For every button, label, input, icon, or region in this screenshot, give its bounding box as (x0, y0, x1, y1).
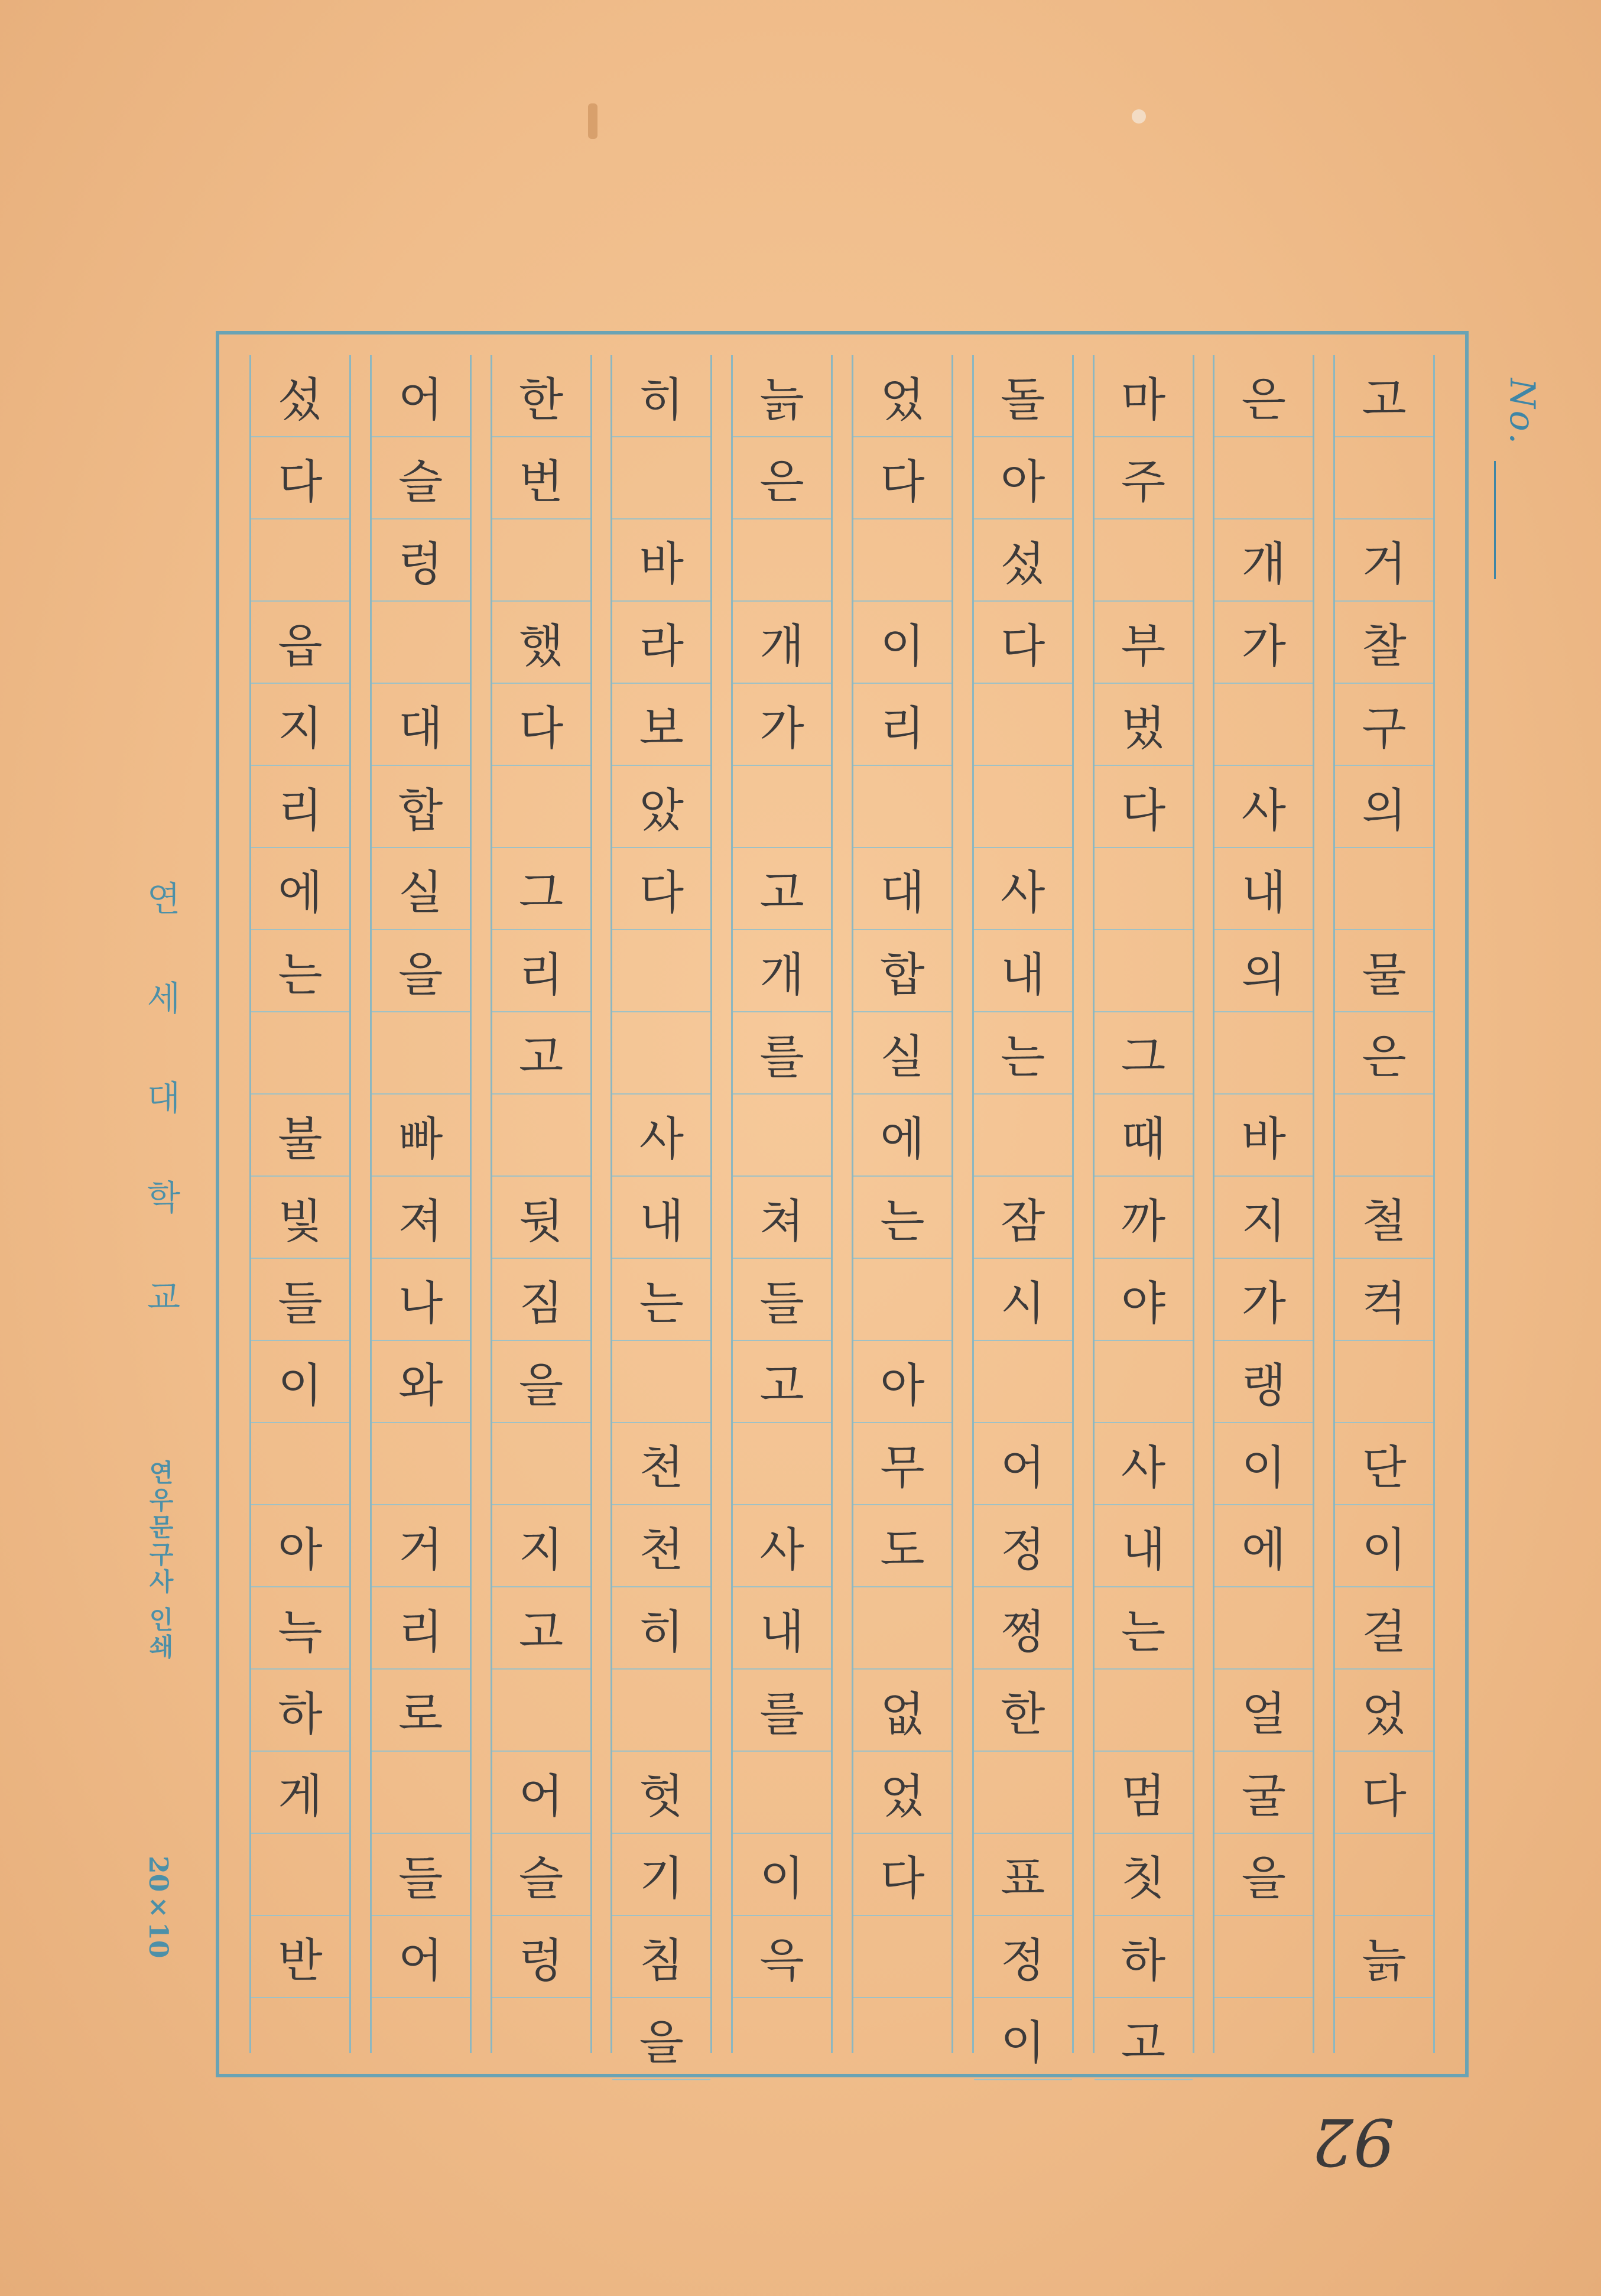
manuscript-cell: 슬 (492, 1834, 590, 1916)
manuscript-column (1213, 355, 1314, 2053)
manuscript-cell: 고 (1095, 1998, 1193, 2080)
manuscript-cell (612, 930, 710, 1012)
manuscript-cell (1095, 519, 1193, 602)
manuscript-cell: 이 (251, 1341, 349, 1423)
manuscript-cell: 마 (1095, 355, 1193, 437)
manuscript-cell (853, 1259, 951, 1341)
manuscript-cell: 개 (733, 930, 831, 1012)
manuscript-cell: 에 (853, 1095, 951, 1177)
manuscript-cell: 빠 (372, 1095, 470, 1177)
manuscript-column (491, 355, 592, 2053)
manuscript-cell (1214, 437, 1313, 519)
manuscript-column (972, 355, 1074, 2070)
manuscript-cell: 합 (372, 766, 470, 848)
manuscript-cell: 돌 (974, 355, 1072, 437)
manuscript-cell: 반 (251, 1916, 349, 1998)
manuscript-cell (733, 766, 831, 848)
manuscript-cell: 어 (974, 1423, 1072, 1505)
manuscript-cell: 고 (733, 848, 831, 930)
manuscript-cell: 이 (733, 1834, 831, 1916)
manuscript-cell (1335, 437, 1433, 519)
manuscript-cell: 히 (612, 1587, 710, 1670)
manuscript-column (1333, 355, 1435, 2053)
manuscript-cell: 칫 (1095, 1834, 1193, 1916)
manuscript-cell: 내 (733, 1587, 831, 1670)
manuscript-cell: 정 (974, 1505, 1072, 1587)
manuscript-cell: 에 (1214, 1505, 1313, 1587)
manuscript-cell: 다 (974, 602, 1072, 684)
manuscript-cell: 사 (612, 1095, 710, 1177)
manuscript-cell (1214, 1587, 1313, 1670)
manuscript-cell: 어 (492, 1752, 590, 1834)
manuscript-cell: 야 (1095, 1259, 1193, 1341)
manuscript-cell: 을 (372, 930, 470, 1012)
manuscript-cell: 어 (372, 355, 470, 437)
manuscript-cell: 고 (1335, 355, 1433, 437)
manuscript-cell: 없 (853, 1670, 951, 1752)
manuscript-cell: 다 (492, 684, 590, 766)
manuscript-cell: 대 (372, 684, 470, 766)
manuscript-cell: 뒷 (492, 1177, 590, 1259)
manuscript-cell: 렁 (492, 1916, 590, 1998)
manuscript-cell: 지 (1214, 1177, 1313, 1259)
manuscript-cell: 쩡 (974, 1587, 1072, 1670)
manuscript-cell: 가 (1214, 602, 1313, 684)
manuscript-cell: 그 (492, 848, 590, 930)
manuscript-cell: 아 (853, 1341, 951, 1423)
manuscript-cell (733, 1752, 831, 1834)
manuscript-cell: 은 (1335, 1012, 1433, 1095)
manuscript-cell: 천 (612, 1423, 710, 1505)
manuscript-cell: 랭 (1214, 1341, 1313, 1423)
manuscript-column (370, 355, 472, 2053)
manuscript-cell: 실 (853, 1012, 951, 1095)
manuscript-cell: 바 (1214, 1095, 1313, 1177)
grid-size: 20×10 (143, 1856, 173, 1959)
manuscript-cell: 아 (251, 1505, 349, 1587)
manuscript-cell (733, 519, 831, 602)
manuscript-cell: 는 (974, 1012, 1072, 1095)
manuscript-cell: 어 (372, 1916, 470, 1998)
manuscript-cell: 히 (612, 355, 710, 437)
manuscript-cell (492, 519, 590, 602)
manuscript-cell (1335, 1341, 1433, 1423)
manuscript-cell (1095, 930, 1193, 1012)
manuscript-cell: 내 (612, 1177, 710, 1259)
manuscript-cell: 들 (733, 1259, 831, 1341)
manuscript-cell: 헛 (612, 1752, 710, 1834)
manuscript-cell: 아 (974, 437, 1072, 519)
manuscript-cell (853, 1916, 951, 1998)
printer-name: 연우문구사 인쇄 (145, 1460, 174, 1661)
manuscript-cell: 침 (612, 1916, 710, 1998)
manuscript-cell (974, 1752, 1072, 1834)
manuscript-cell: 이 (1335, 1505, 1433, 1587)
manuscript-cell: 고 (492, 1012, 590, 1095)
manuscript-cell: 의 (1214, 930, 1313, 1012)
manuscript-cell: 내 (1095, 1505, 1193, 1587)
manuscript-cell: 라 (612, 602, 710, 684)
manuscript-cell: 는 (1095, 1587, 1193, 1670)
manuscript-cell: 섰 (974, 519, 1072, 602)
manuscript-column (610, 355, 712, 2070)
manuscript-cell: 쳐 (733, 1177, 831, 1259)
manuscript-column (249, 355, 351, 2053)
manuscript-cell: 지 (492, 1505, 590, 1587)
page-number: 92 (1312, 2104, 1395, 2180)
manuscript-cell: 무 (853, 1423, 951, 1505)
manuscript-cell: 는 (251, 930, 349, 1012)
manuscript-cell (1214, 1012, 1313, 1095)
manuscript-cell (974, 684, 1072, 766)
manuscript-grid (240, 355, 1444, 2070)
manuscript-cell: 읍 (251, 602, 349, 684)
no-label: No. (1502, 378, 1542, 447)
manuscript-cell: 불 (251, 1095, 349, 1177)
manuscript-sheet (216, 331, 1469, 2077)
manuscript-cell: 걸 (1335, 1587, 1433, 1670)
manuscript-cell (372, 602, 470, 684)
manuscript-cell: 는 (853, 1177, 951, 1259)
manuscript-cell: 기 (612, 1834, 710, 1916)
manuscript-cell (1095, 1670, 1193, 1752)
manuscript-cell: 단 (1335, 1423, 1433, 1505)
manuscript-cell: 늑 (251, 1587, 349, 1670)
manuscript-cell: 에 (251, 848, 349, 930)
manuscript-cell: 을 (1214, 1834, 1313, 1916)
manuscript-cell: 거 (1335, 519, 1433, 602)
school-name: 연 세 대 학 교 (141, 881, 181, 1340)
manuscript-cell (974, 1095, 1072, 1177)
manuscript-cell (612, 1341, 710, 1423)
manuscript-cell: 찰 (1335, 602, 1433, 684)
manuscript-cell: 나 (372, 1259, 470, 1341)
manuscript-cell (853, 766, 951, 848)
manuscript-cell: 도 (853, 1505, 951, 1587)
manuscript-cell: 합 (853, 930, 951, 1012)
manuscript-cell (1335, 1834, 1433, 1916)
manuscript-cell: 구 (1335, 684, 1433, 766)
manuscript-cell: 표 (974, 1834, 1072, 1916)
manuscript-cell: 리 (492, 930, 590, 1012)
manuscript-cell (612, 1012, 710, 1095)
manuscript-cell: 굴 (1214, 1752, 1313, 1834)
manuscript-cell (1095, 848, 1193, 930)
manuscript-cell: 부 (1095, 602, 1193, 684)
manuscript-cell: 잠 (974, 1177, 1072, 1259)
manuscript-cell (1335, 848, 1433, 930)
manuscript-cell: 리 (853, 684, 951, 766)
manuscript-cell: 은 (1214, 355, 1313, 437)
manuscript-cell (492, 1095, 590, 1177)
manuscript-cell: 이 (853, 602, 951, 684)
manuscript-cell: 렁 (372, 519, 470, 602)
manuscript-cell: 천 (612, 1505, 710, 1587)
manuscript-cell (733, 1423, 831, 1505)
manuscript-cell: 다 (1095, 766, 1193, 848)
manuscript-cell: 대 (853, 848, 951, 930)
manuscript-cell: 고 (733, 1341, 831, 1423)
manuscript-cell (372, 1012, 470, 1095)
manuscript-cell: 은 (733, 437, 831, 519)
manuscript-cell: 멈 (1095, 1752, 1193, 1834)
manuscript-cell: 벘 (1095, 684, 1193, 766)
manuscript-cell: 을 (612, 1998, 710, 2080)
manuscript-cell (492, 1423, 590, 1505)
manuscript-cell: 주 (1095, 437, 1193, 519)
manuscript-cell: 실 (372, 848, 470, 930)
manuscript-cell: 내 (974, 930, 1072, 1012)
manuscript-cell: 섰 (251, 355, 349, 437)
manuscript-cell (1214, 684, 1313, 766)
manuscript-cell: 았 (612, 766, 710, 848)
manuscript-cell: 사 (733, 1505, 831, 1587)
manuscript-cell (492, 766, 590, 848)
manuscript-cell: 을 (492, 1341, 590, 1423)
manuscript-cell: 다 (853, 1834, 951, 1916)
manuscript-cell: 까 (1095, 1177, 1193, 1259)
manuscript-cell: 들 (251, 1259, 349, 1341)
manuscript-column (1093, 355, 1194, 2070)
manuscript-cell: 를 (733, 1012, 831, 1095)
manuscript-cell: 리 (251, 766, 349, 848)
punch-hole-right (1132, 109, 1146, 124)
manuscript-cell: 가 (1214, 1259, 1313, 1341)
manuscript-cell (1095, 1341, 1193, 1423)
manuscript-cell: 었 (853, 1752, 951, 1834)
manuscript-cell: 는 (612, 1259, 710, 1341)
manuscript-cell: 개 (1214, 519, 1313, 602)
manuscript-cell: 다 (251, 437, 349, 519)
manuscript-cell (974, 766, 1072, 848)
manuscript-cell: 다 (612, 848, 710, 930)
manuscript-cell: 개 (733, 602, 831, 684)
manuscript-cell (251, 1012, 349, 1095)
manuscript-cell: 었 (1335, 1670, 1433, 1752)
manuscript-cell: 내 (1214, 848, 1313, 930)
manuscript-cell: 얼 (1214, 1670, 1313, 1752)
manuscript-cell: 와 (372, 1341, 470, 1423)
manuscript-cell: 슬 (372, 437, 470, 519)
manuscript-cell: 빛 (251, 1177, 349, 1259)
punch-hole-left (588, 103, 597, 139)
manuscript-cell (612, 1670, 710, 1752)
manuscript-cell: 이 (974, 1998, 1072, 2080)
manuscript-cell: 바 (612, 519, 710, 602)
manuscript-cell: 져 (372, 1177, 470, 1259)
manuscript-cell (251, 519, 349, 602)
manuscript-cell: 정 (974, 1916, 1072, 1998)
manuscript-cell: 번 (492, 437, 590, 519)
manuscript-cell: 했 (492, 602, 590, 684)
manuscript-cell: 이 (1214, 1423, 1313, 1505)
manuscript-cell: 하 (251, 1670, 349, 1752)
manuscript-cell (372, 1752, 470, 1834)
manuscript-column (852, 355, 953, 2053)
manuscript-cell: 윽 (733, 1916, 831, 1998)
manuscript-cell: 었 (853, 355, 951, 437)
manuscript-cell (492, 1670, 590, 1752)
manuscript-cell: 다 (1335, 1752, 1433, 1834)
manuscript-cell: 철 (1335, 1177, 1433, 1259)
manuscript-cell: 늙 (1335, 1916, 1433, 1998)
manuscript-cell: 리 (372, 1587, 470, 1670)
manuscript-cell: 를 (733, 1670, 831, 1752)
manuscript-cell (251, 1834, 349, 1916)
no-line (1494, 461, 1496, 579)
manuscript-cell (733, 1095, 831, 1177)
manuscript-cell: 가 (733, 684, 831, 766)
manuscript-cell: 컥 (1335, 1259, 1433, 1341)
manuscript-cell (974, 1341, 1072, 1423)
manuscript-cell: 그 (1095, 1012, 1193, 1095)
manuscript-cell: 보 (612, 684, 710, 766)
manuscript-cell: 짐 (492, 1259, 590, 1341)
manuscript-cell: 사 (1095, 1423, 1193, 1505)
manuscript-cell: 하 (1095, 1916, 1193, 1998)
manuscript-cell: 늙 (733, 355, 831, 437)
manuscript-cell (251, 1423, 349, 1505)
manuscript-column (731, 355, 833, 2053)
manuscript-cell (372, 1423, 470, 1505)
manuscript-cell: 지 (251, 684, 349, 766)
manuscript-cell: 의 (1335, 766, 1433, 848)
manuscript-cell: 거 (372, 1505, 470, 1587)
manuscript-cell: 한 (492, 355, 590, 437)
manuscript-cell: 때 (1095, 1095, 1193, 1177)
manuscript-cell (853, 519, 951, 602)
manuscript-cell: 로 (372, 1670, 470, 1752)
manuscript-cell (1335, 1095, 1433, 1177)
manuscript-cell: 고 (492, 1587, 590, 1670)
manuscript-cell (1214, 1916, 1313, 1998)
manuscript-cell: 들 (372, 1834, 470, 1916)
manuscript-cell: 시 (974, 1259, 1072, 1341)
manuscript-cell: 사 (1214, 766, 1313, 848)
manuscript-cell: 게 (251, 1752, 349, 1834)
manuscript-cell: 물 (1335, 930, 1433, 1012)
manuscript-cell: 사 (974, 848, 1072, 930)
manuscript-cell (612, 437, 710, 519)
manuscript-cell (853, 1587, 951, 1670)
manuscript-cell: 다 (853, 437, 951, 519)
manuscript-cell: 한 (974, 1670, 1072, 1752)
